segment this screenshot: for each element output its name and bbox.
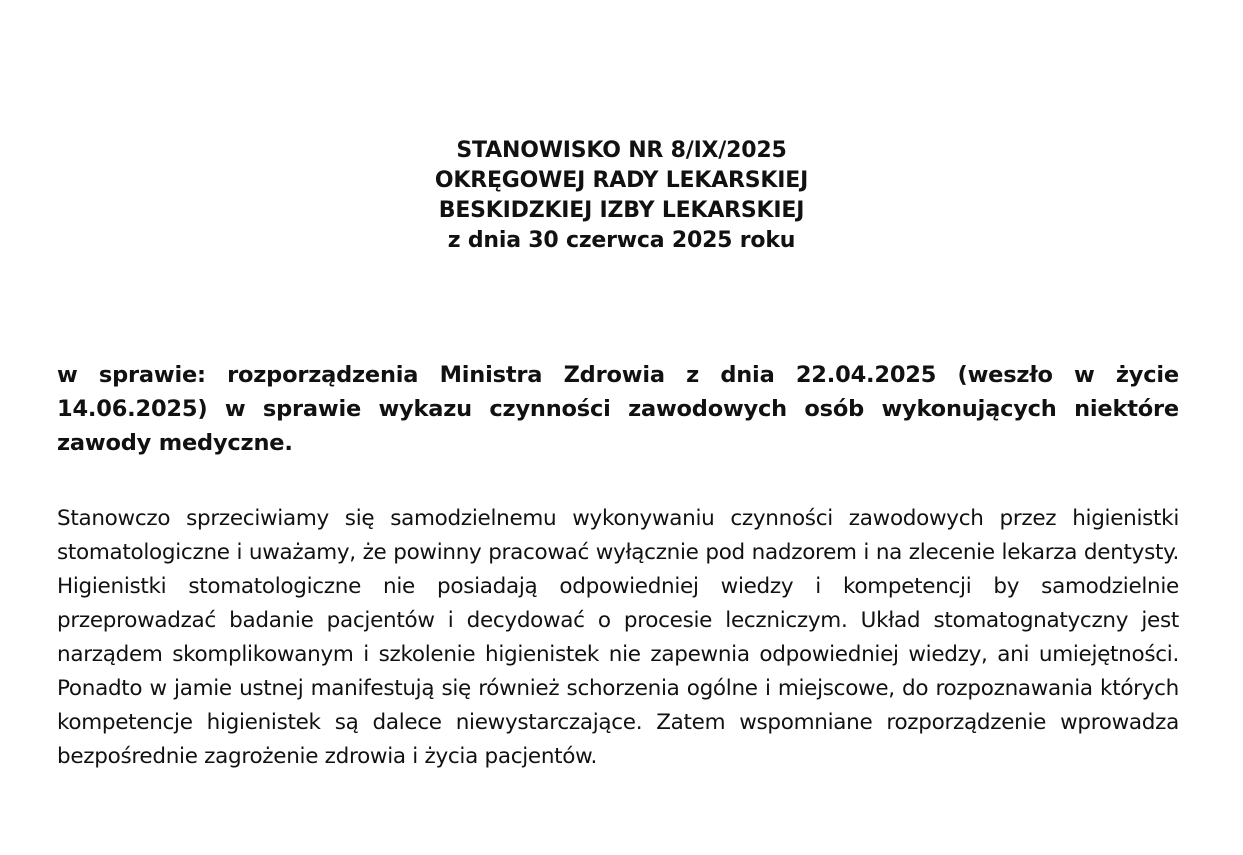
subject-paragraph: w sprawie: rozporządzenia Ministra Zdrowia z dnia 22.04.2025 (weszło w życie 14.06.2025) w sprawie wykazu czynności zawodowych osób wykonujących niektóre zawody medyczne. bbox=[57, 362, 1179, 456]
title-line-date: z dnia 30 czerwca 2025 roku bbox=[447, 228, 796, 253]
title-line-council: OKRĘGOWEJ RADY LEKARSKIEJ bbox=[434, 168, 809, 193]
title-line-chamber: BESKIDZKIEJ IZBY LEKARSKIEJ bbox=[438, 198, 805, 223]
document-title bbox=[0, 136, 1243, 256]
body-paragraph: Stanowczo sprzeciwiamy się samodzielnemu wykonywaniu czynności zawodowych przez higienistki stomatologiczne i uważamy, że powinny pracować wyłącznie pod nadzorem i na zlecenie lekarza dentysty. Higienistki stomatologiczne nie posiadają odpowiedniej wiedzy i kompetencji by samodzielnie przeprowadzać badanie pacjentów i decydować o procesie leczniczym. Układ stomatognatyczny jest narządem skomplikowanym i szkolenie higienistek nie zapewnia odpowiedniej wiedzy, ani umiejętności. Ponadto w jamie ustnej manifestują się również schorzenia ogólne i miejscowe, do rozpoznawania których kompetencje higienistek są dalece niewystarczające. Zatem wspomniane rozporządzenie wprowadza bezpośrednie zagrożenie zdrowia i życia pacjentów. bbox=[57, 506, 1179, 769]
title-line-resolution-number: STANOWISKO NR 8/IX/2025 bbox=[456, 138, 787, 163]
